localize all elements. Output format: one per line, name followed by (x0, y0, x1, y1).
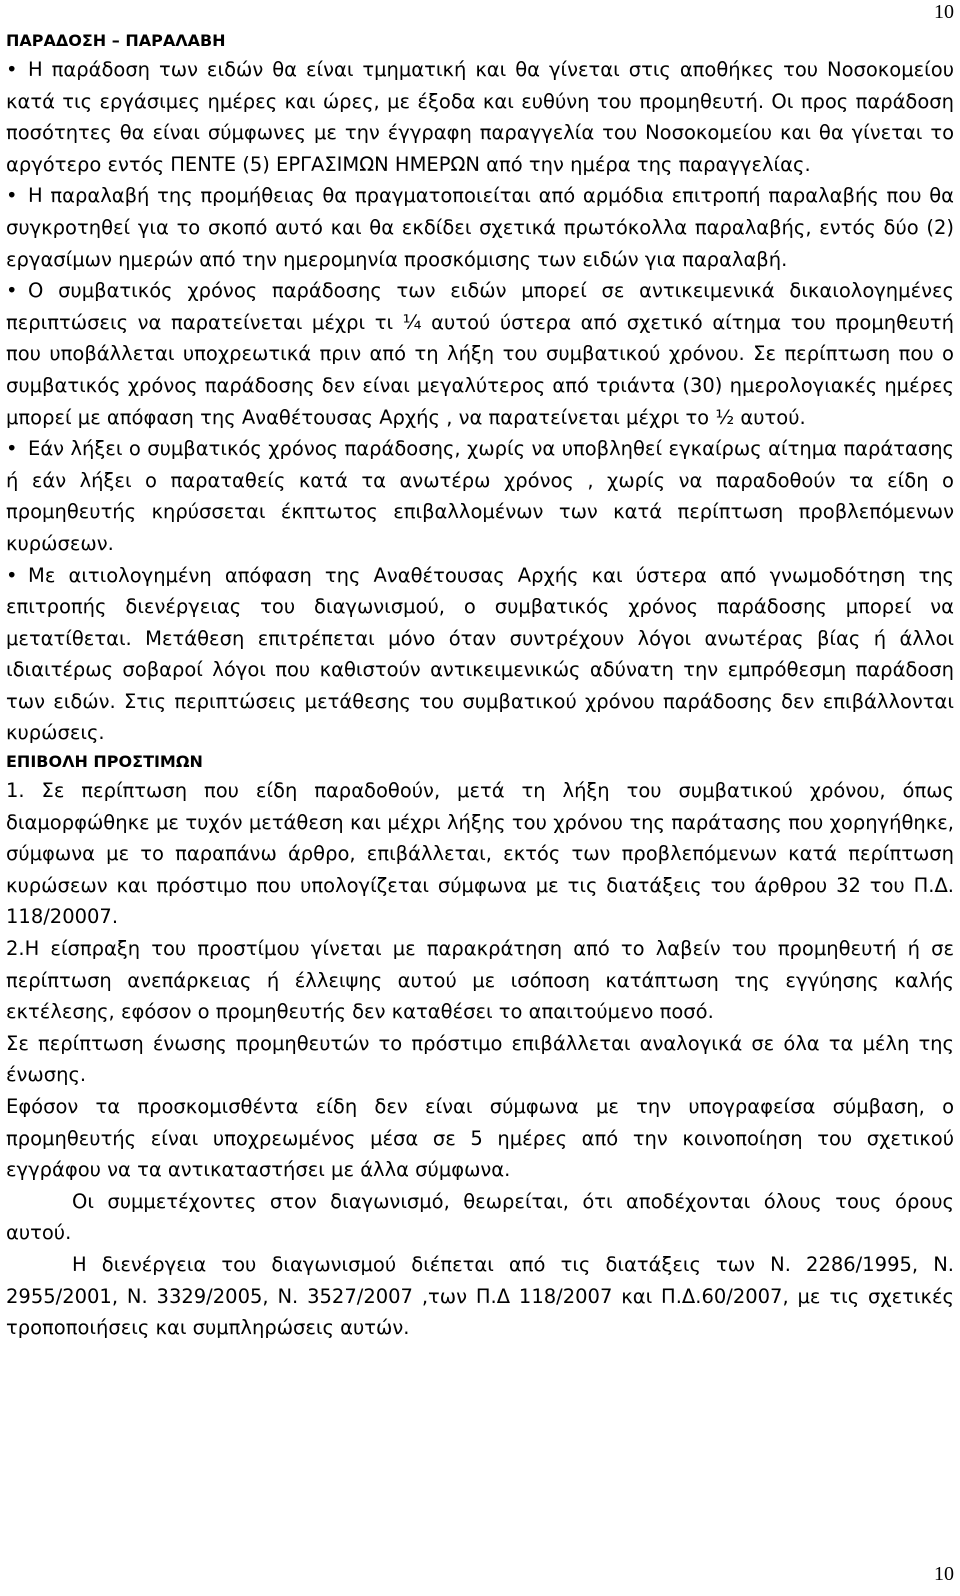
delivery-bullet-4: • Εάν λήξει ο συμβατικός χρόνος παράδοσης, χωρίς να υποβληθεί εγκαίρως αίτημα παράτασης ή εάν λήξει ο παραταθείς κατά τα ανωτέρω χρόνος , χωρίς να παραδοθούν τα είδη ο προμηθευτής κηρύσσεται έκπτωτος επιβαλλομένων των κατά περίπτωση προβλεπόμενων κυρώσεων. (6, 433, 954, 559)
bullet-icon: • (6, 437, 18, 461)
delivery-bullet-3: • Ο συμβατικός χρόνος παράδοσης των ειδών μπορεί σε αντικειμενικά δικαιολογημένες περιπτώσεις να παρατείνεται μέχρι τι ¼ αυτού ύστερα από σχετικό αίτημα του προμηθευτή που υποβάλλεται υποχρεωτικά πριν από τη λήξη του συμβατικού χρόνου. Σε περίπτωση που ο συμβατικός χρόνος παράδοσης δεν είναι μεγαλύτερος από τριάντα (30) ημερολογιακές ημέρες μπορεί με απόφαση της Αναθέτουσας Αρχής , να παρατείνεται μέχρι το ½ αυτού. (6, 275, 954, 433)
penalties-paragraph-3: Σε περίπτωση ένωσης προμηθευτών το πρόστιμο επιβάλλεται αναλογικά σε όλα τα μέλη της ένωσης. (6, 1031, 954, 1087)
bullet-icon: • (6, 58, 18, 81)
document-body (6, 28, 954, 1344)
delivery-bullet-2: • Η παραλαβή της προμήθειας θα πραγματοποιείται από αρμόδια επιτροπή παραλαβής που θα συγκροτηθεί για το σκοπό αυτό και θα εκδίδει σχετικά πρωτόκολλα παραλαβής, εντός δύο (2) εργασίμων ημερών από την ημερομηνία προσκόμισης των ειδών για παραλαβή. (6, 180, 954, 275)
penalties-paragraph-4: Εφόσον τα προσκομισθέντα είδη δεν είναι σύμφωνα με την υπογραφείσα σύμβαση, ο προμηθευτής είναι υποχρεωμένος μέσα σε 5 ημέρες από την κοινοποίηση του σχετικού εγγράφου να τα αντικαταστήσει με άλλα σύμφωνα. (6, 1095, 954, 1182)
bullet-icon: • (6, 184, 18, 208)
delivery-bullet-5: • Με αιτιολογημένη απόφαση της Αναθέτουσας Αρχής και ύστερα από γνωμοδότηση της επιτροπής διενέργειας του διαγωνισμού, ο συμβατικός χρόνος παράδοσης μπορεί να μετατίθεται. Μετάθεση επιτρέπεται μόνο όταν συντρέχουν λόγοι ανωτέρας βίας ή άλλοι ιδιαιτέρως σοβαροί λόγοι που καθιστούν αντικειμενικώς αδύνατη την εμπρόθεσμη παράδοση των ειδών. Στις περιπτώσεις μετάθεσης του συμβατικού χρόνου παράδοσης δεν επιβάλλονται κυρώσεις. (6, 560, 954, 750)
bullet-icon: • (6, 279, 18, 303)
penalties-acceptance-paragraph: Οι συμμετέχοντες στον διαγωνισμό, θεωρείται, ότι αποδέχονται όλους τους όρους αυτού. (6, 1189, 954, 1245)
penalties-paragraph-2: 2.Η είσπραξη του προστίμου γίνεται με παρακράτηση από το λαβείν του προμηθευτή ή σε περίπτωση ανεπάρκειας ή έλλειψης αυτού με ισόποση κατάπτωση της εγγύησης καλής εκτέλεσης, εφόσον ο προμηθευτής δεν καταθέσει το απαιτούμενο ποσό. (6, 937, 954, 1024)
delivery-bullet-1: • Η παράδοση των ειδών θα είναι τμηματική και θα γίνεται στις αποθήκες του Νοσοκομείου κατά τις εργάσιμες ημέρες και ώρες, με έξοδα και ευθύνη του προμηθευτή. Οι προς παράδοση ποσότητες θα είναι σύμφωνες με την έγγραφη παραγγελία του Νοσοκομείου και θα γίνεται το αργότερο εντός ΠΕΝΤΕ (5) ΕΡΓΑΣΙΜΩΝ ΗΜΕΡΩΝ από την ημέρα της παραγγελίας. (6, 54, 954, 180)
page-number-bottom: 10 (934, 1563, 954, 1585)
penalties-legal-basis-paragraph: Η διενέργεια του διαγωνισμού διέπεται από τις διατάξεις των Ν. 2286/1995, Ν. 2955/2001, Ν. 3329/2005, Ν. 3527/2007 ,των Π.Δ 118/2007 και Π.Δ.60/2007, με τις σχετικές τροποποιήσεις και συμπληρώσεις αυτών. (6, 1252, 954, 1340)
penalties-paragraph-1: 1. Σε περίπτωση που είδη παραδοθούν, μετά τη λήξη του συμβατικού χρόνου, όπως διαμορφώθηκε με τυχόν μετάθεση και μέχρι λήξης του χρόνου της παράτασης που χορηγήθηκε, σύμφωνα με το παραπάνω άρθρο, επιβάλλεται, εκτός των προβλεπόμενων κατά περίπτωση κυρώσεων και πρόστιμο που υπολογίζεται σύμφωνα με τις διατάξεις του άρθρου 32 του Π.Δ. 118/20007. (6, 779, 954, 929)
section-heading-delivery: ΠΑΡΑΔΟΣΗ – ΠΑΡΑΛΑΒΗ (6, 31, 226, 50)
page-number-top: 10 (934, 1, 954, 23)
section-heading-penalties: ΕΠΙΒΟΛΗ ΠΡΟΣΤΙΜΩΝ (6, 752, 203, 772)
bullet-icon: • (6, 563, 18, 587)
